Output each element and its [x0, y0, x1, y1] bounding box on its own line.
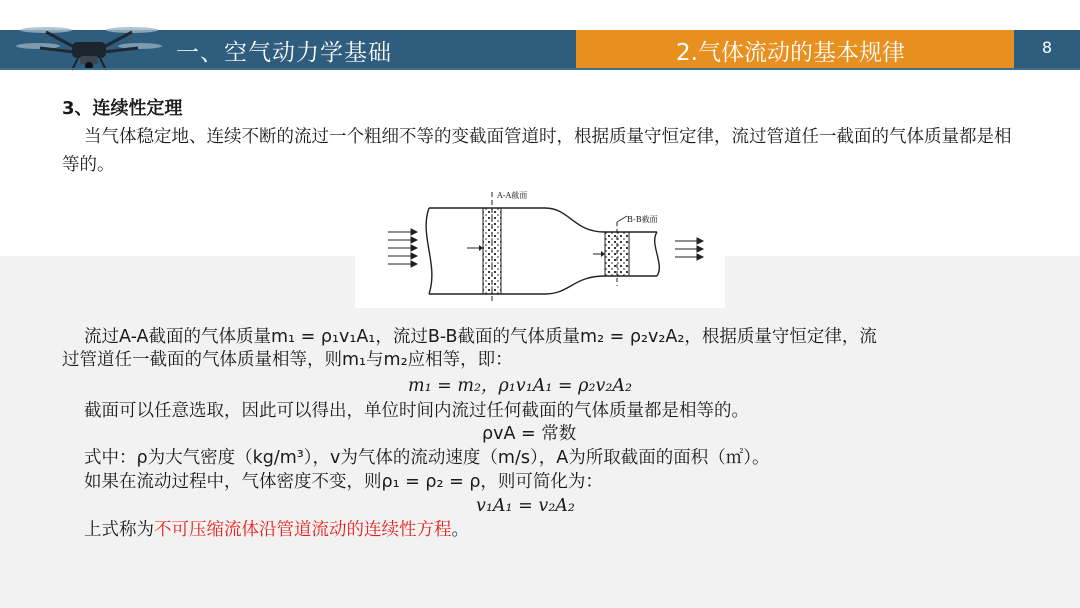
- section-b-label: B-B截面: [627, 215, 658, 224]
- section-a-label: A-A截面: [497, 191, 528, 200]
- intro-paragraph: 当气体稳定地、连续不断的流过一个粗细不等的变截面管道时，根据质量守恒定律，流过管道任一截面的气体质量都是相等的。: [62, 127, 1012, 175]
- subsection-title: 2.气体流动的基本规律: [676, 40, 905, 66]
- page-number: 8: [1041, 38, 1053, 57]
- pipe-diagram: [355, 186, 725, 308]
- arbitrary-section-paragraph: 截面可以任意选取，因此可以得出，单位时间内流过任何截面的气体质量都是相等的。: [84, 401, 749, 421]
- header-underline: [0, 68, 1080, 70]
- equation-constant: ρvA = 常数: [482, 424, 577, 444]
- conclusion-suffix: 。: [451, 520, 469, 540]
- drone-icon: [14, 20, 164, 72]
- subsection-banner: [576, 30, 1014, 68]
- constant-density-paragraph: 如果在流动过程中，气体密度不变，则ρ₁ = ρ₂ = ρ，则可简化为：: [84, 472, 603, 492]
- equation-mass-equality: m₁ = m₂，ρ₁v₁A₁ = ρ₂v₂A₂: [408, 376, 633, 396]
- equation-incompressible: v₁A₁ = v₂A₂: [476, 496, 575, 516]
- mass-flow-line-2: 过管道任一截面的气体质量相等，则m₁与m₂应相等，即：: [62, 350, 513, 370]
- conclusion-prefix: 上式称为: [84, 520, 154, 540]
- section-heading: 3、连续性定理: [62, 98, 183, 119]
- symbol-definitions: 式中：ρ为大气密度（kg/m³），v为气体的流动速度（m/s），A为所取截面的面积（㎡）。: [84, 448, 770, 468]
- section-title: 一、空气动力学基础: [176, 40, 392, 66]
- conclusion-line: [84, 519, 469, 541]
- continuity-equation-highlight: 不可压缩流体沿管道流动的连续性方程: [154, 520, 452, 540]
- mass-flow-line-1: 流过A-A截面的气体质量m₁ = ρ₁v₁A₁，流过B-B截面的气体质量m₂ = ρ₂v₂A₂，根据质量守恒定律，流: [84, 327, 877, 347]
